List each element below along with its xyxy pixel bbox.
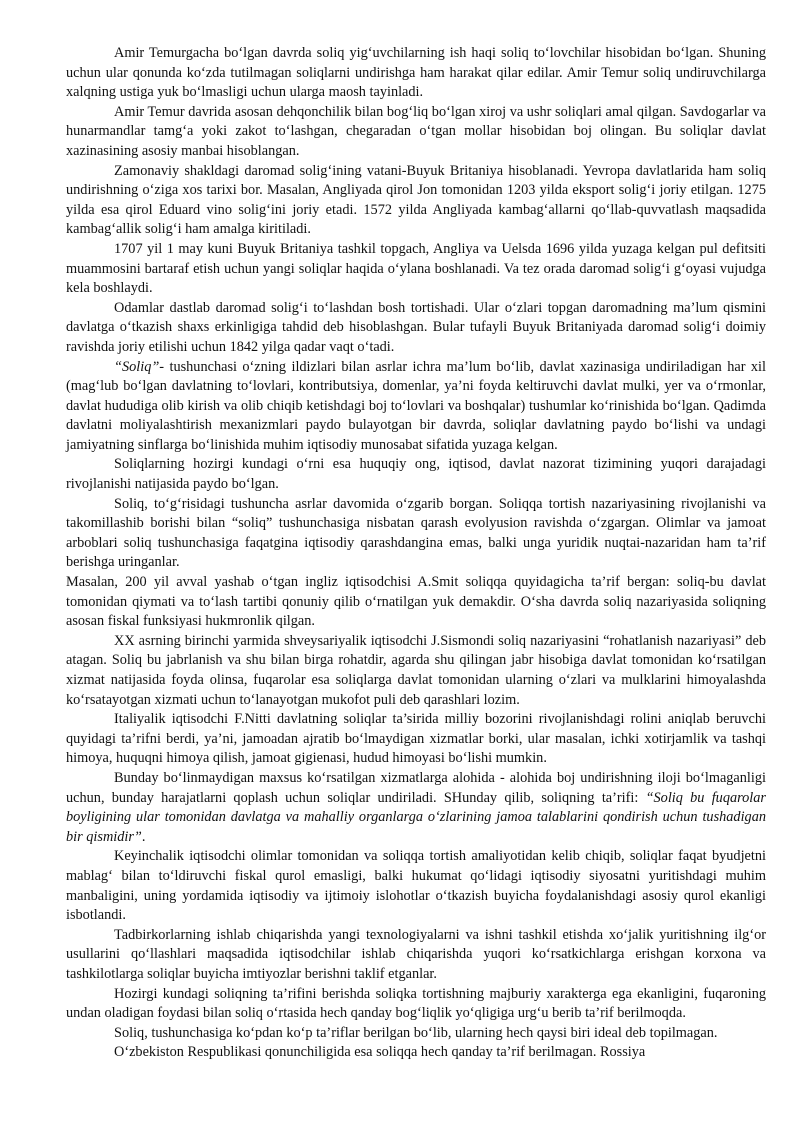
paragraph: [66, 162, 766, 240]
paragraph-text: Soliq, to‘g‘risidagi tushuncha asrlar davomida o‘zgarib borgan. Soliqqa tortish nazariyasining rivojlanishi va takomillashib borishi bilan “soliq” tushunchasiga nisbatan qarash evolyusion ravishda o‘zgargan. Olimlar va jamoat arboblari soliq tushunchasiga faqatgina iqtisodiy qarashdangina emas, balki unga yuridik nuqtai-nazaridan ham ta’rif berishga uringanlar.: [66, 495, 766, 571]
paragraph: [66, 769, 766, 847]
paragraph-text: Amir Temurgacha bo‘lgan davrda soliq yig‘uvchilarning ish haqi soliq to‘lovchilar hisobidan bo‘lgan. Shuning uchun ular qonunda ko‘zda tutilmagan soliqlarni undirishga ham harakat qilar edilar. Amir Temur soliq undiruvchilarga xalqning ustiga yuk bo‘lmasligi uchun ularga maosh tayinladi.: [66, 45, 766, 101]
paragraph-text: Tadbirkorlarning ishlab chiqarishda yangi texnologiyalarni va ishni tashkil etishda xo‘jalik yuritishning ilg‘or usullarini qo‘llashlari maqsadida iqtisodchilar ishlab chiqarishda yuqori ko‘rsatkichlarga erishgan korxona va tashkilotlarga soliqlar buyicha imtiyozlar berishni taklif etganlar.: [66, 926, 766, 982]
paragraph-text: Amir Temur davrida asosan dehqonchilik bilan bog‘liq bo‘lgan xiroj va ushr soliqlari amal qilgan. Savdogarlar va hunarmandlar tamg‘a yoki zakot to‘lashgan, chegaradan o‘tgan mollar hisobidan boj olingan. Bu soliqlar davlat xazinasining asosiy manbai hisoblangan.: [66, 103, 766, 159]
paragraph: [66, 455, 766, 494]
paragraph-text: Zamonaviy shakldagi daromad solig‘ining vatani-Buyuk Britaniya hisoblanadi. Yevropa davlatlarida ham soliq undirishning o‘ziga xos tarixi bor. Masalan, Angliyada qirol Jon tomonidan 1203 yilda eksport solig‘i joriy etilgan. 1275 yilda esa qirol Eduard vino solig‘ini joriy etadi. 1572 yilda Angliyada kambag‘allarni qo‘llab-quvvatlash maqsadida kambag‘allik solig‘i ham amalga kiritiladi.: [66, 162, 766, 238]
paragraph-text: Odamlar dastlab daromad solig‘i to‘lashdan bosh tortishadi. Ular o‘zlari topgan daromadning ma’lum qismini davlatga o‘tkazish shaxs erkinligiga tahdid deb hisoblashgan. Bular tufayli Buyuk Britaniyada daromad solig‘i doimiy ravishda joriy etilishi uchun 1842 yilga qadar vaqt o‘tadi.: [66, 299, 766, 355]
paragraph-text: Masalan, 200 yil avval yashab o‘tgan ingliz iqtisodchisi A.Smit soliqqa quyidagicha ta’rif bergan: soliq-bu davlat tomonidan qiymati va to‘lash tartibi qonuniy qilib o‘rnatilgan yuk demakdir. O‘sha davrda soliq nazariyasida soliqning asosan fiskal funksiyasi hukmronlik qilgan.: [66, 574, 766, 630]
paragraph-text: Keyinchalik iqtisodchi olimlar tomonidan va soliqqa tortish amaliyotidan kelib chiqib, soliqlar faqat byudjetni mablag‘ bilan to‘ldiruvchi fiskal qurol emasligi, balki hukumat qo‘lidagi iqtisodiy siyosatni yuritishdagi muhim manbaligini, uning yordamida iqtisodiy va ijtimoiy islohotlar o‘tkazish buyicha foydalanishdagi asosiy qurol ekanligi isbotlandi.: [66, 848, 766, 924]
paragraph-text: Hozirgi kundagi soliqning ta’rifini berishda soliqka tortishning majburiy xarakterga ega ekanligini, fuqaroning undan oladigan foydasi bilan soliq o‘rtasida hech qanday bog‘liqlik yo‘qligiga urg‘u berib ta’rif berilmoqda.: [66, 985, 766, 1022]
paragraph: [66, 1043, 766, 1063]
paragraph: [66, 573, 766, 632]
paragraph-text: 1707 yil 1 may kuni Buyuk Britaniya tashkil topgach, Angliya va Uelsda 1696 yilda yuzaga kelgan pul defitsiti muammosini bartaraf etish uchun yangi soliqlar haqida o‘ylana boshlanadi. Va tez orada daromad solig‘i g‘oyasi vujudga kela boshlaydi.: [66, 240, 766, 297]
paragraph: [66, 847, 766, 925]
paragraph-end: .: [141, 828, 146, 845]
paragraph: [66, 103, 766, 162]
paragraph-text: Soliq, tushunchasiga ko‘pdan ko‘p ta’riflar berilgan bo‘lib, ularning hech qaysi biri ideal deb topilmagan.: [114, 1024, 718, 1041]
paragraph-text: Soliqlarning hozirgi kundagi o‘rni esa huquqiy ong, iqtisod, davlat nazorat tizimining yuqori darajadagi rivojlanishi natijasida paydo bo‘lgan.: [66, 456, 766, 493]
paragraph: [66, 710, 766, 769]
paragraph: [66, 985, 766, 1024]
paragraph: [66, 1024, 766, 1044]
paragraph: [66, 299, 766, 358]
paragraph-text: XX asrning birinchi yarmida shveysariyalik iqtisodchi J.Sismondi soliq nazariyasini “rohatlanish nazariyasi” deb atagan. Soliq bu jabrlanish va shu bilan birga rohatdir, agarda shu qilingan jabr hisobiga davlat tomonidan ko‘rsatilgan xizmat natijasida foyda olinsa, fuqarolar esa soliqlarga davlat tomonidan ularning o‘zlari va mulklarini himoyalashda ko‘rsatayotgan xizmati uchun to‘lanayotgan mukofot puli deb qarashlari lozim.: [66, 632, 766, 708]
paragraph-text: Bunday bo‘linmaydigan maxsus ko‘rsatilgan xizmatlarga alohida - alohida boj undirishning iloji bo‘lmaganligi uchun, bunday harajatlarni qoplash uchun soliqlar undiriladi. SHunday qilib, soliqning ta’rifi:: [66, 769, 766, 806]
paragraph: [66, 44, 766, 103]
document-page: [66, 44, 766, 1063]
paragraph: [66, 358, 766, 456]
paragraph-text: - tushunchasi o‘zning ildizlari bilan asrlar ichra ma’lum bo‘lib, davlat xazinasiga undiriladigan har xil (mag‘lub bo‘lgan davlatning to‘lovlari, kontributsiya, domenlar, ya’ni foyda keltiruvchi davlat mulki, yer va o‘rmonlar, davlat hududiga olib kirish va olib chiqib ketishdagi boj to‘lovlari va boshqalar) tushumlar ko‘rinishida bo‘lgan. Qadimda davlatni moliyalashtirish mexanizmlari paydo bulayotgan bir davrda, soliqlar davlatning paydo bo‘lishi va undagi jamiyatning sinflarga bo‘linishida muhim iqtisodiy munosabat sifatida yuzaga kelgan.: [66, 358, 766, 453]
paragraph: [66, 495, 766, 573]
paragraph-text: O‘zbekiston Respublikasi qonunchiligida esa soliqqa hech qanday ta’rif berilmagan. Rossiya: [114, 1044, 646, 1061]
paragraph: [66, 926, 766, 985]
paragraph: [66, 632, 766, 710]
paragraph-lead-term: “Soliq”: [114, 358, 160, 375]
paragraph-quote: “Soliq bu fuqarolar boyligining ular tomonidan davlatga va mahalliy organlarga o‘zlarining jamoa talablarini qondirish uchun tushadigan bir qismidir”: [66, 789, 766, 845]
paragraph-text: Italiyalik iqtisodchi F.Nitti davlatning soliqlar ta’sirida milliy bozorini rivojlanishdagi rolini aniqlab beruvchi quyidagi ta’rifni berdi, ya’ni, jamoadan ajratib bo‘lmaydigan xizmatlar borki, ular masalan, ichki xotirjamlik va tashqi himoya, huquqni himoya qilish, jamoat gigienasi, hudud himoyasi bo‘lishi mumkin.: [66, 711, 766, 767]
paragraph: [66, 240, 766, 299]
